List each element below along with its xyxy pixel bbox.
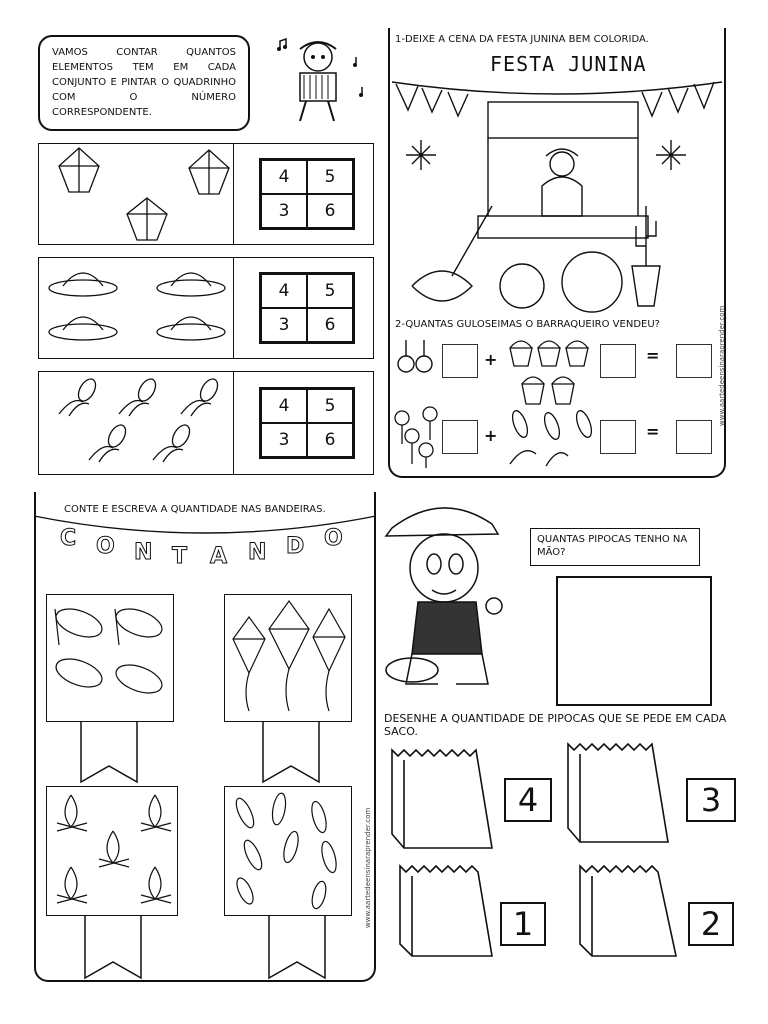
answer-grid-2[interactable] [259,272,355,344]
paper-bag-icon [384,744,496,854]
boy-with-popcorn-illustration [382,494,522,694]
answer-ribbon-4[interactable] [268,916,326,980]
banner-letter: D [286,534,305,559]
paper-bag-icon [572,860,680,960]
option-6[interactable]: 6 [307,423,353,457]
contando-box-hats [46,594,174,722]
option-3[interactable]: 3 [261,194,307,228]
lollipop-icon [392,404,440,468]
count-row-1 [38,143,374,245]
option-3[interactable]: 3 [261,308,307,342]
watermark: www.aartedeensinaraprender.com [364,807,372,928]
answer-result-1[interactable] [676,344,712,378]
popcorn-icon [508,334,592,406]
answer-ribbon-2[interactable] [262,722,320,784]
answer-ribbon-3[interactable] [84,916,142,980]
bag-number-3: 3 [686,778,736,822]
answer-blank-1[interactable] [442,344,478,378]
option-5[interactable]: 5 [307,160,353,194]
bag-number-1: 1 [500,902,546,946]
pipoca-instruction: DESENHE A QUANTIDADE DE PIPOCAS QUE SE PEDE EM CADA SACO. [384,712,727,738]
plus-sign: + [484,350,498,369]
popcorn-answer-box[interactable] [556,576,712,706]
equals-sign: = [646,422,660,441]
bag-number-4: 4 [504,778,552,822]
straw-hat-icon [51,601,169,713]
count-row-2 [38,257,374,359]
balloon-icon [229,599,347,717]
paper-bag-icon [560,738,672,848]
accordion-boy-illustration [270,35,380,130]
candy-apple-icon [396,336,436,376]
festa-scene-illustration [392,76,722,316]
contando-banner [60,520,360,580]
festa-instruction-1: 1-DEIXE A CENA DA FESTA JUNINA BEM COLORIDA. [395,34,649,45]
popcorn-question: QUANTAS PIPOCAS TENHO NA MÃO? [537,534,688,558]
count-row-3 [38,371,374,475]
option-3[interactable]: 3 [261,423,307,457]
option-6[interactable]: 6 [307,308,353,342]
count-instructions-text: VAMOS CONTAR QUANTOS ELEMENTOS TEM EM CADA CONJUNTO E PINTAR O QUADRINHO COM O NÚMERO CORRESPONDENTE. [52,47,236,118]
corn-icon [49,376,229,468]
count-instructions [38,35,250,131]
bag-number-2: 2 [688,902,734,946]
plus-sign: + [484,426,498,445]
answer-result-2[interactable] [676,420,712,454]
option-5[interactable]: 5 [307,274,353,308]
watermark: www.aartedeensinaraprender.com [718,305,726,426]
answer-grid-1[interactable] [259,158,355,230]
banner-letter: N [134,540,153,565]
bonfire-icon [51,791,175,911]
banner-letter: O [96,534,115,559]
banner-letter: N [248,540,267,565]
equals-sign: = [646,346,660,365]
option-4[interactable]: 4 [261,160,307,194]
contando-box-corn [224,786,352,916]
answer-blank-4[interactable] [600,420,636,454]
option-5[interactable]: 5 [307,389,353,423]
paper-bag-icon [392,860,496,960]
banner-letter: A [210,544,228,569]
contando-box-bonfires [46,786,178,916]
speech-bubble [530,528,700,566]
option-4[interactable]: 4 [261,389,307,423]
banner-letter: C [60,526,77,551]
option-6[interactable]: 6 [307,194,353,228]
contando-instruction: CONTE E ESCREVA A QUANTIDADE NAS BANDEIRAS. [64,504,326,515]
answer-grid-3[interactable] [259,387,355,459]
banner-letter: O [324,526,343,551]
festa-instruction-2: 2-QUANTAS GULOSEIMAS O BARRAQUEIRO VENDEU? [395,319,660,330]
corn-icon [229,791,347,911]
answer-ribbon-1[interactable] [80,722,138,784]
banner-letter: T [172,544,188,569]
answer-blank-2[interactable] [600,344,636,378]
contando-box-balloons [224,594,352,722]
option-4[interactable]: 4 [261,274,307,308]
corn-icon [506,404,598,468]
straw-hat-icon [51,266,231,354]
festa-title: FESTA JUNINA [490,52,647,76]
answer-blank-3[interactable] [442,420,478,454]
balloon-icon [49,148,229,240]
